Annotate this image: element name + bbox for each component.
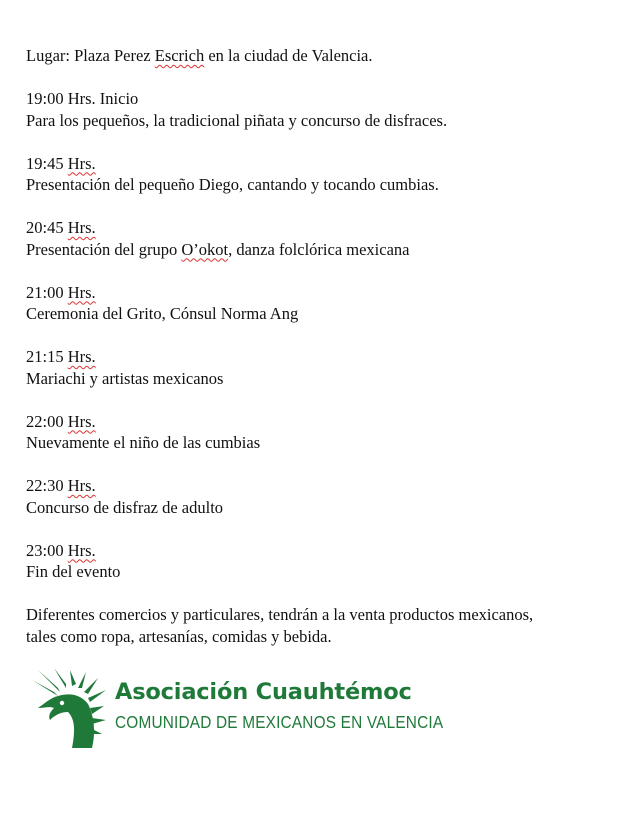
schedule-description: Para los pequeños, la tradicional piñata y concurso de disfraces. (26, 110, 448, 130)
schedule-time: 21:15 Hrs. (26, 347, 96, 366)
logo-title: Asociación Cuauhtémoc (115, 679, 412, 705)
schedule-time: 22:30 Hrs. (26, 476, 96, 495)
schedule-time: 19:45 Hrs. (26, 153, 96, 173)
schedule-description: Presentación del pequeño Diego, cantando y tocando cumbias. (26, 175, 439, 194)
location-line: Lugar: Plaza Perez Escrich en la ciudad de Valencia. (26, 46, 373, 65)
location-flagged-word: Escrich (154, 46, 205, 65)
logo-subtitle: COMUNIDAD DE MEXICANOS EN VALENCIA (115, 712, 444, 732)
schedule-time: 19:00 Hrs. Inicio (26, 89, 139, 108)
event-program (26, 45, 616, 647)
schedule-time: 20:45 Hrs. (26, 218, 96, 237)
schedule-time: 23:00 Hrs. (26, 540, 96, 560)
schedule-time: 22:00 Hrs. (26, 411, 96, 431)
schedule-description: Presentación del grupo O’okot, danza folclórica mexicana (26, 239, 410, 259)
eagle-warrior-icon (28, 668, 108, 750)
association-logo (28, 668, 444, 750)
footer-text-line: Diferentes comercios y particulares, tendrán a la venta productos mexicanos, (26, 605, 534, 624)
schedule-time: 21:00 Hrs. (26, 282, 96, 302)
footer-text-line: tales como ropa, artesanías, comidas y bebida. (26, 626, 332, 646)
location-label: Lugar: (26, 46, 70, 65)
schedule-description: Fin del evento (26, 562, 121, 581)
schedule-description: Nuevamente el niño de las cumbias (26, 433, 261, 452)
schedule-description: Ceremonia del Grito, Cónsul Norma Ang (26, 304, 299, 323)
schedule-description: Concurso de disfraz de adulto (26, 497, 224, 517)
schedule-description: Mariachi y artistas mexicanos (26, 368, 224, 388)
